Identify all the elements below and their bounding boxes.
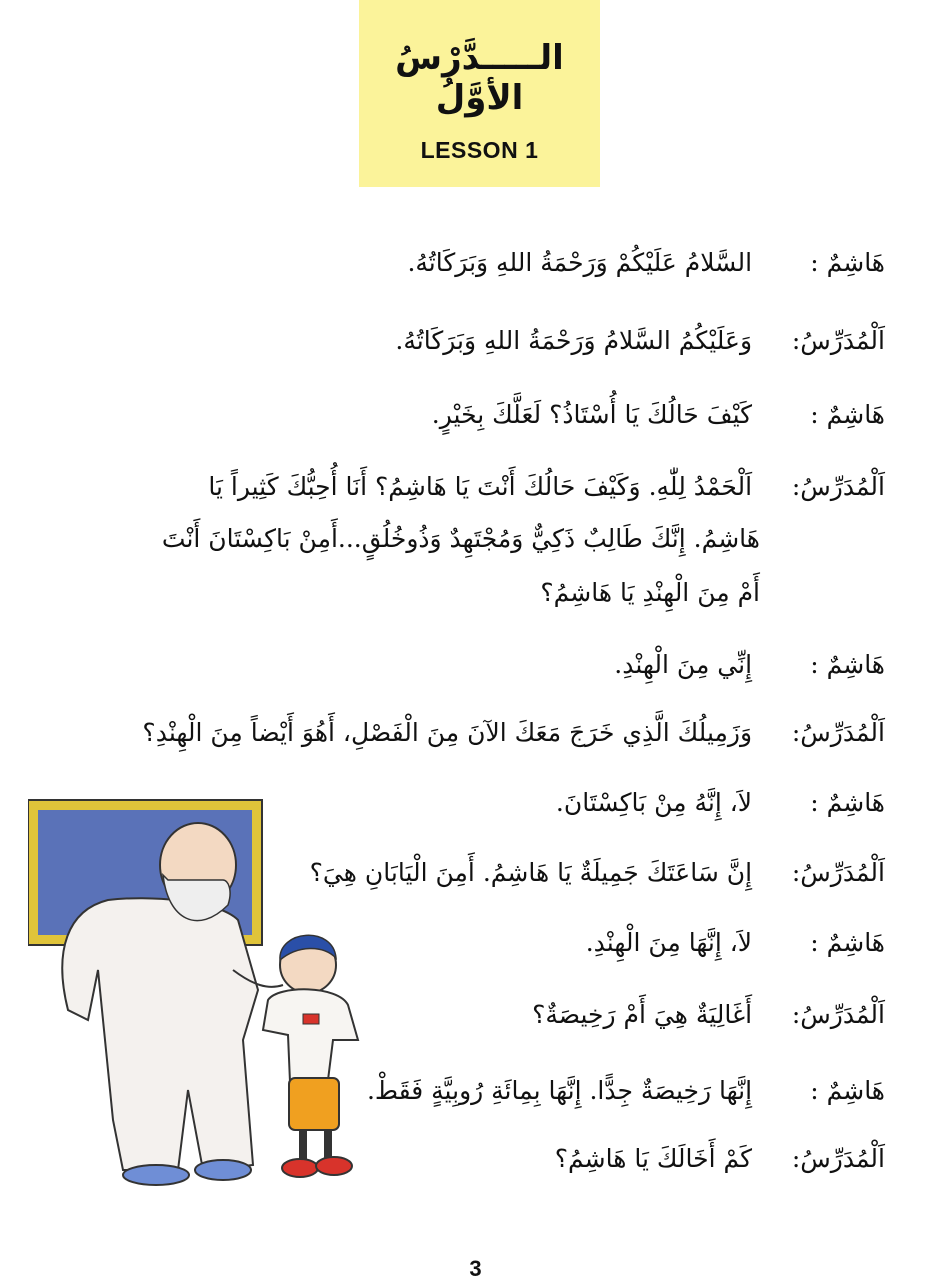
speaker-label: هَاشِمٌ : xyxy=(810,650,885,679)
teacher-suit xyxy=(62,898,258,1170)
speaker-label: اَلْمُدَرِّسُ: xyxy=(791,1000,885,1029)
speaker-label: هَاشِمٌ : xyxy=(810,1076,885,1105)
page-number: 3 xyxy=(469,1256,482,1281)
student-shoe xyxy=(282,1159,318,1177)
teacher-shoe xyxy=(195,1160,251,1180)
speaker-label: هَاشِمٌ : xyxy=(810,400,885,429)
speech-text: أَغَالِيَةٌ هِيَ أَمْ رَخِيصَةٌ؟ xyxy=(532,1000,753,1029)
speech-continuation: أَمْ مِنَ الْهِنْدِ يَا هَاشِمُ؟ xyxy=(540,578,760,607)
speech-text: كَيْفَ حَالُكَ يَا أُسْتَاذُ؟ لَعَلَّكَ بِخَيْرٍ. xyxy=(431,400,753,429)
speaker-label: اَلْمُدَرِّسُ: xyxy=(791,472,885,501)
speaker-label: اَلْمُدَرِّسُ: xyxy=(791,1144,885,1173)
speaker-label: اَلْمُدَرِّسُ: xyxy=(791,718,885,747)
speech-text: لاَ، إِنَّهَا مِنَ الْهِنْدِ. xyxy=(585,928,753,957)
speaker-label: هَاشِمٌ : xyxy=(810,248,885,277)
speech-text: إِنَّهَا رَخِيصَةٌ جِدًّا. إِنَّهَا بِمِائَةِ رُوبِيَّةٍ فَقَطْ. xyxy=(366,1076,753,1105)
dialogue-line xyxy=(614,650,885,679)
dialogue-line xyxy=(555,1144,885,1173)
speech-text: وَعَلَيْكُمُ السَّلامُ وَرَحْمَةُ اللهِ وَبَرَكَاتُهُ. xyxy=(395,326,753,355)
speech-text: إِنِّي مِنَ الْهِنْدِ. xyxy=(614,650,753,679)
speech-text: وَزَمِيلُكَ الَّذِي خَرَجَ مَعَكَ الآنَ مِنَ الْفَصْلِ، أَهُوَ أَيْضاً مِنَ الْهِنْدِ؟ xyxy=(142,718,753,747)
dialogue-line xyxy=(310,858,885,887)
speaker-label: هَاشِمٌ : xyxy=(810,928,885,957)
dialogue-line xyxy=(532,1000,885,1029)
lesson-title-arabic: الـــــدَّرْسُ الأوَّلُ xyxy=(395,38,564,118)
wristwatch xyxy=(303,1014,319,1024)
student-shoe xyxy=(316,1157,352,1175)
dialogue-line xyxy=(586,928,885,957)
speaker-label: اَلْمُدَرِّسُ: xyxy=(791,858,885,887)
speaker-label: اَلْمُدَرِّسُ: xyxy=(791,326,885,355)
student-shorts xyxy=(289,1078,339,1130)
dialogue-line xyxy=(395,326,885,355)
dialogue-line xyxy=(367,1076,885,1105)
speech-text: لاَ، إِنَّهُ مِنْ بَاكِسْتَانَ. xyxy=(555,788,753,817)
dialogue-line xyxy=(432,400,885,429)
dialogue-line xyxy=(556,788,885,817)
student-shirt xyxy=(263,989,358,1082)
teacher-student-illustration xyxy=(28,790,388,1190)
speech-text: اَلْحَمْدُ لِلّٰهِ. وَكَيْفَ حَالُكَ أَنْتَ يَا هَاشِمُ؟ أَنَا أُحِبُّكَ كَثِيراً يَا xyxy=(208,472,753,501)
lesson-title-box xyxy=(359,0,600,187)
teacher-shoe xyxy=(123,1165,189,1185)
speaker-label: هَاشِمٌ : xyxy=(810,788,885,817)
speech-continuation: هَاشِمُ. إِنَّكَ طَالِبٌ ذَكِيٌّ وَمُجْتَهِدٌ وَذُوخُلُقٍ...أَمِنْ بَاكِسْتَانَ أَنْتَ xyxy=(161,524,760,553)
dialogue-line xyxy=(142,718,885,747)
dialogue-line xyxy=(407,248,885,277)
lesson-title-english: LESSON 1 xyxy=(420,137,539,163)
speech-text: كَمْ أَخَالَكَ يَا هَاشِمُ؟ xyxy=(554,1144,753,1173)
speech-text: إِنَّ سَاعَتَكَ جَمِيلَةٌ يَا هَاشِمُ. أَمِنَ الْيَابَانِ هِيَ؟ xyxy=(309,858,753,887)
speech-text: السَّلامُ عَلَيْكُمْ وَرَحْمَةُ اللهِ وَبَرَكَاتُهُ. xyxy=(407,248,753,277)
dialogue-line xyxy=(208,472,885,501)
